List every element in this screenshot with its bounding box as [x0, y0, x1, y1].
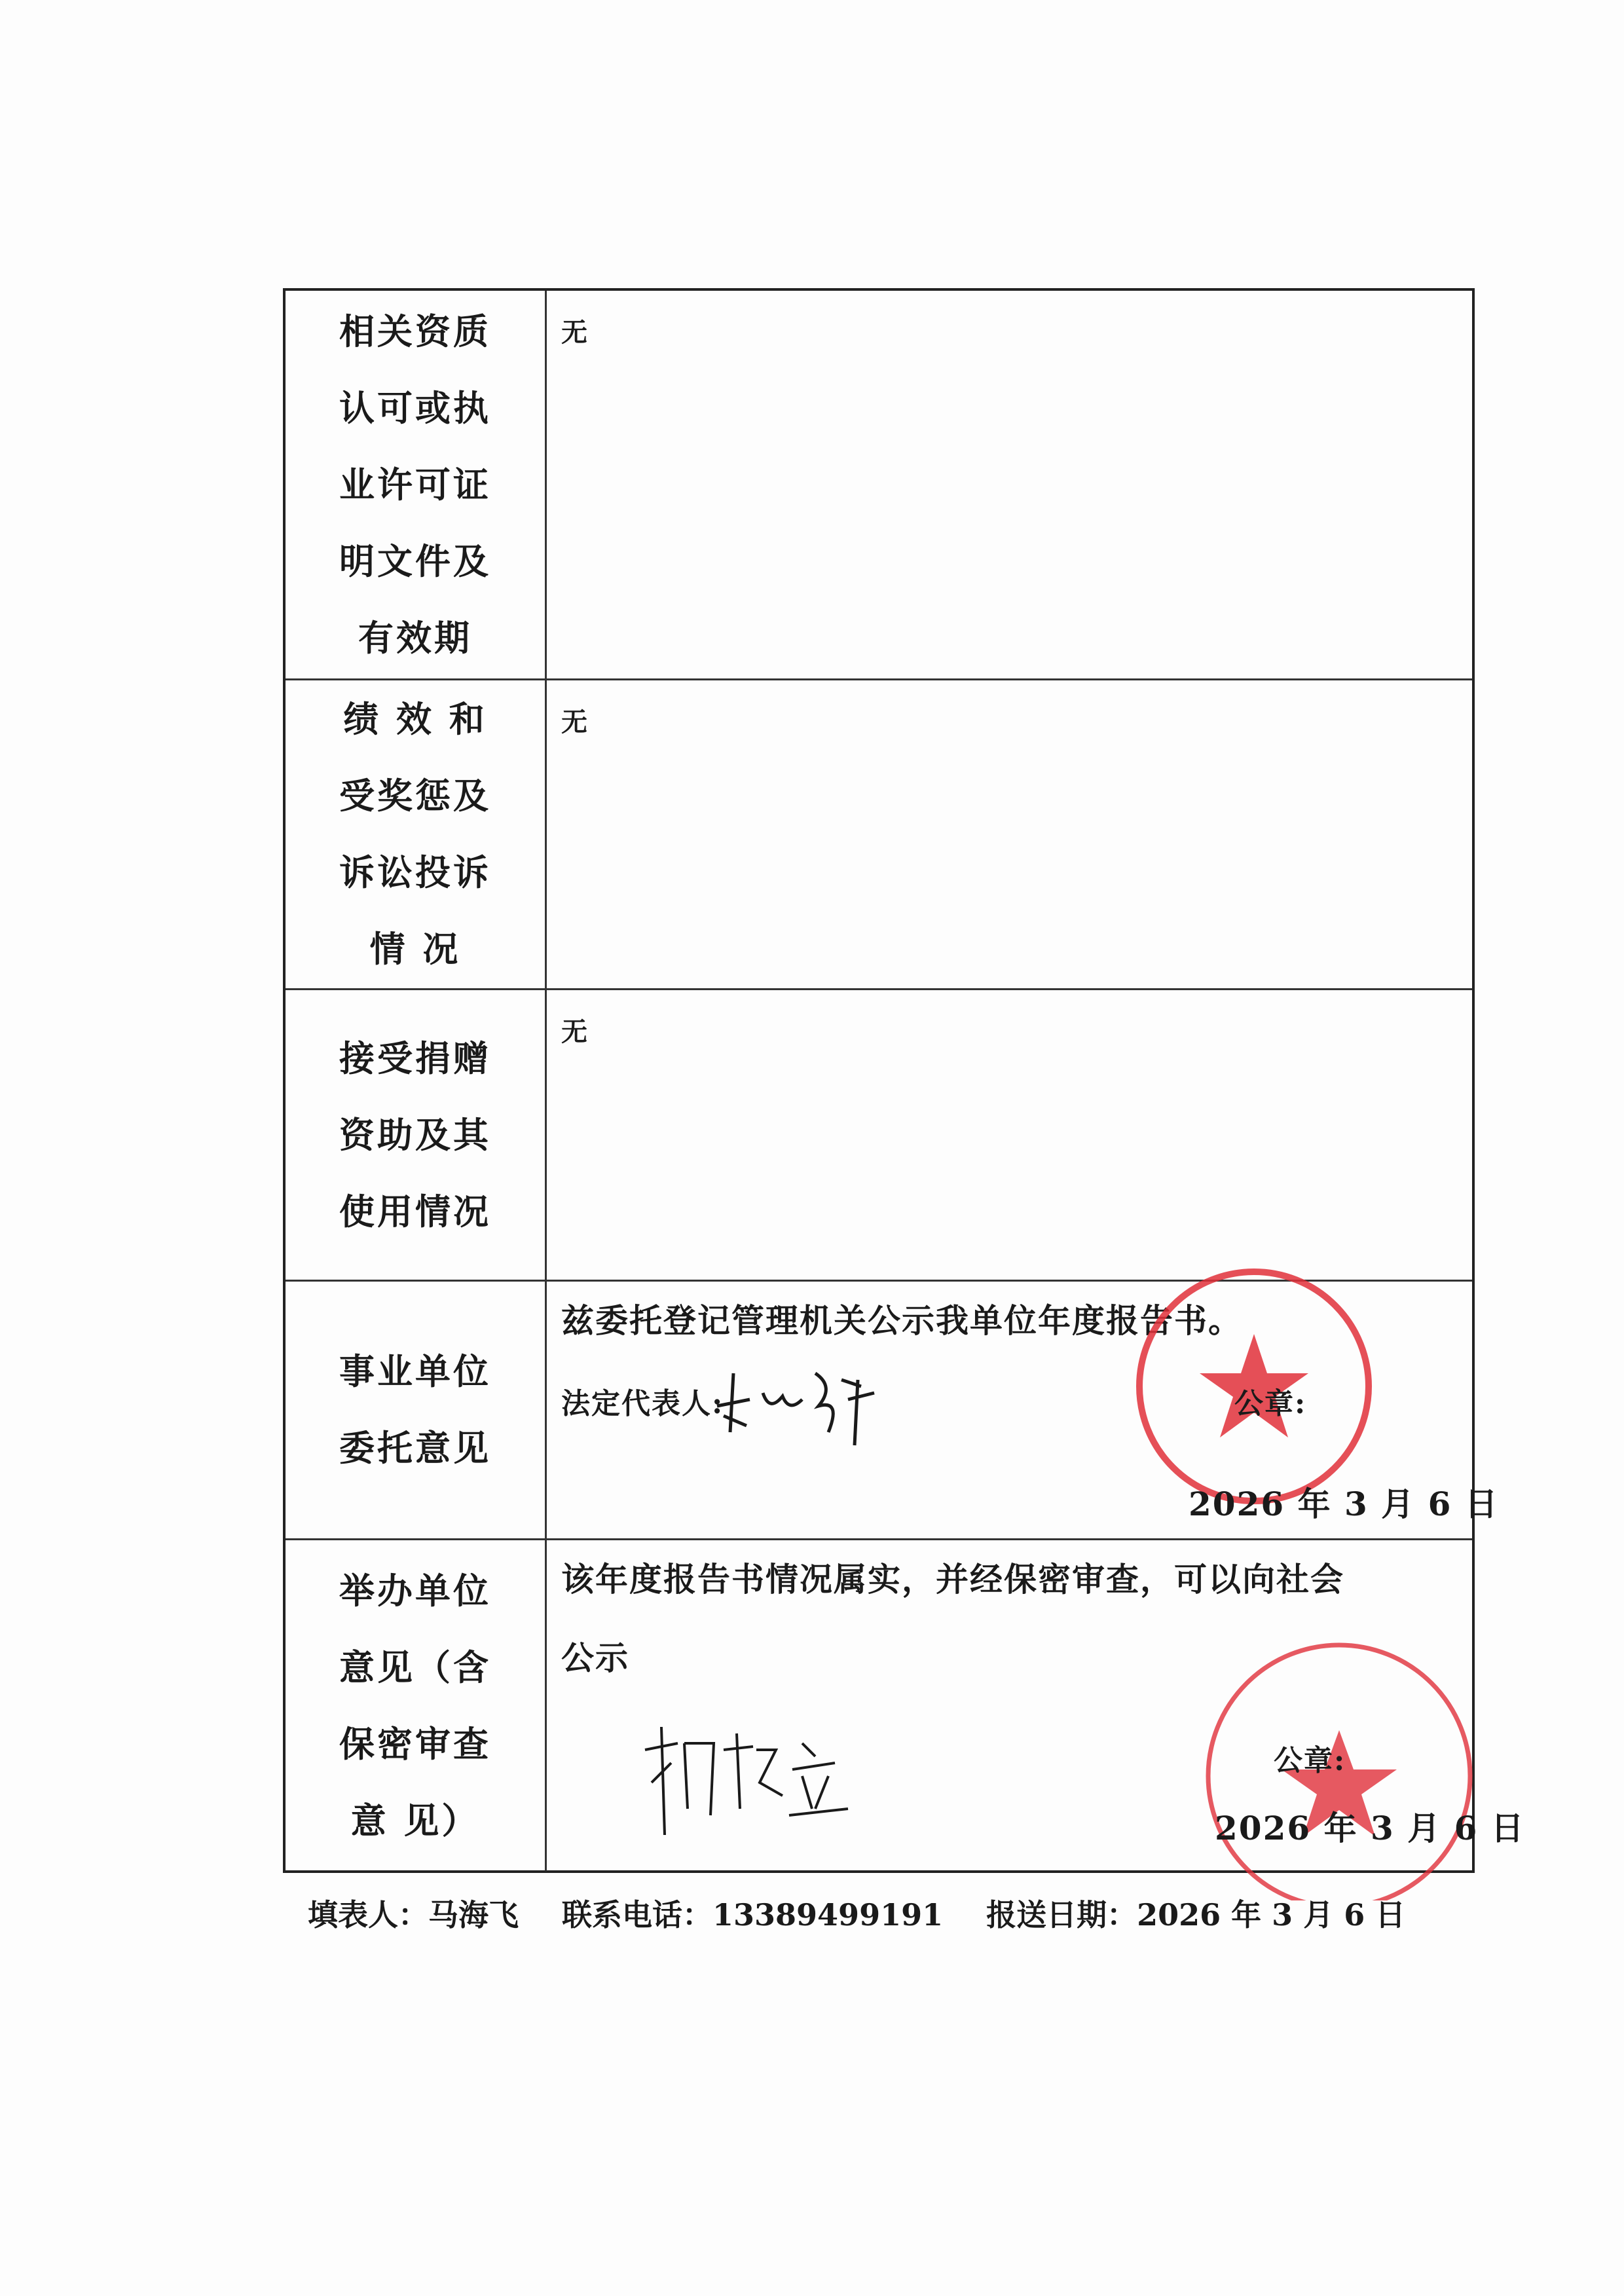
sponsor-statement-line2: 公示: [561, 1639, 629, 1677]
label-line: 绩 效 和: [343, 698, 487, 740]
label-line: 业许可证: [339, 463, 491, 506]
label-line: 举办单位: [339, 1569, 491, 1612]
sponsor-statement-line1: 该年度报告书情况属实，并经保密审查，可以向社会: [561, 1560, 1344, 1599]
label-line: 有效期: [358, 616, 472, 659]
legal-rep-signature: [710, 1360, 881, 1452]
annual-report-table: [283, 288, 1525, 1873]
label-line: 相关资质: [339, 310, 491, 352]
label-line: 使用情况: [339, 1190, 491, 1232]
entrust-statement: 兹委托登记管理机关公示我单位年度报告书。: [561, 1301, 1242, 1340]
performance-value: 无: [561, 707, 587, 737]
donation-label: [286, 990, 547, 1280]
label-line: 资助及其: [339, 1113, 491, 1156]
label-line: 意 见）: [350, 1799, 480, 1842]
entrust-date: 2026 年 3 月 6 日: [1189, 1485, 1499, 1523]
donation-value: 无: [561, 1016, 587, 1047]
qualification-row: [286, 291, 1472, 680]
label-line: 委托意见: [339, 1427, 491, 1469]
label-line: 事业单位: [339, 1350, 491, 1392]
entrust-label: [286, 1282, 547, 1538]
footer: [308, 1891, 1438, 1935]
sponsor-label: [286, 1540, 547, 1871]
qualification-value: 无: [561, 317, 587, 348]
label-line: 受奖惩及: [339, 775, 491, 817]
entrust-row: [286, 1282, 1499, 1540]
label-line: 接受捐赠: [339, 1037, 491, 1079]
label-line: 情 况: [369, 928, 461, 970]
qualification-label: [286, 291, 547, 678]
label-line: 诉讼投诉: [339, 851, 491, 893]
sponsor-signature: [638, 1724, 855, 1842]
performance-row: [286, 680, 1472, 990]
sponsor-seal-label: 公章:: [1274, 1744, 1346, 1777]
label-line: 意见（含: [339, 1646, 491, 1688]
performance-label: [286, 680, 547, 988]
sponsor-date: 2026 年 3 月 6 日: [1215, 1809, 1525, 1847]
label-line: 明文件及: [339, 540, 491, 582]
donation-row: [286, 990, 1472, 1282]
filler: 填表人：马海飞: [308, 1897, 519, 1933]
label-line: 认可或执: [339, 386, 491, 429]
entrust-seal-label: 公章:: [1234, 1387, 1307, 1420]
submit-date: 报送日期：2026 年 3 月 6 日: [986, 1897, 1406, 1933]
legal-rep-label: 法定代表人:: [561, 1387, 724, 1420]
sponsor-row: [286, 1540, 1525, 1871]
label-line: 保密审查: [339, 1722, 491, 1765]
contact-phone: 联系电话：13389499191: [562, 1897, 944, 1933]
